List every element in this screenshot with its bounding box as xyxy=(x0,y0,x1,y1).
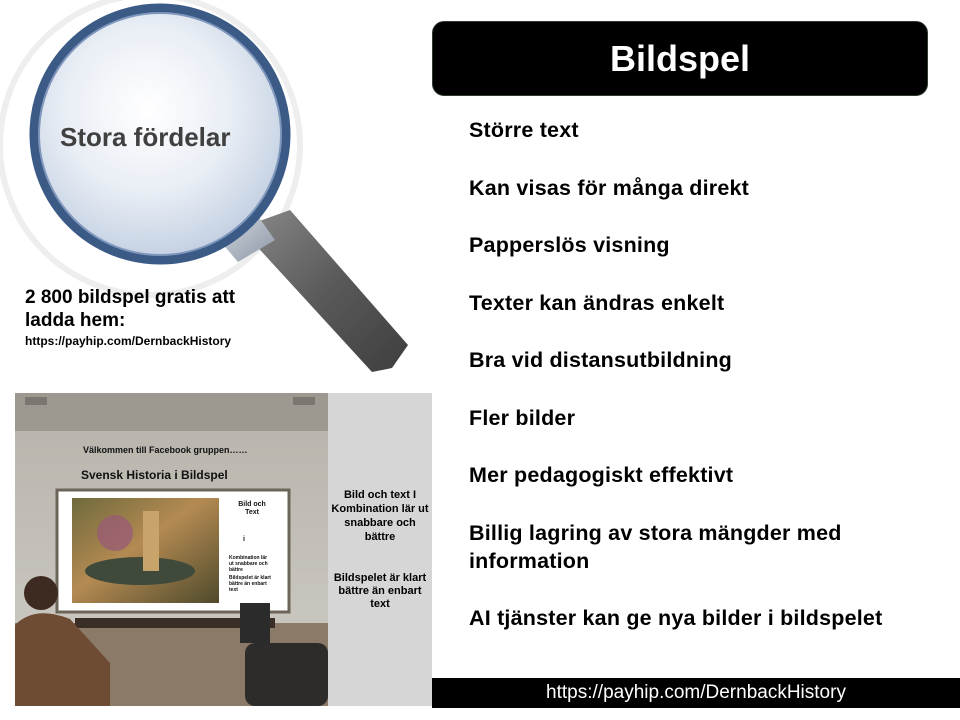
side-panel-text-1: Bild och text I Kombination lär ut snabbare och bättre xyxy=(331,489,429,543)
url-bar xyxy=(432,678,960,708)
url-bar-link[interactable]: https://payhip.com/DernbackHistory xyxy=(546,682,846,703)
screen-text-3: Kombination lär ut snabbare och bättre xyxy=(229,555,268,573)
feature-item: AI tjänster kan ge nya bilder i bildspelet xyxy=(469,606,883,630)
title-box xyxy=(432,21,928,96)
side-panel xyxy=(328,393,432,706)
screen-text-4: Bildspelet är klart bättre än enbart text xyxy=(229,575,271,593)
lens-label: Stora fördelar xyxy=(60,122,231,152)
feature-item: Kan visas för många direkt xyxy=(469,175,750,200)
screen-text-1: Bild och Text xyxy=(238,501,266,516)
feature-item: Papperslös visning xyxy=(469,233,670,257)
side-panel-text-2: Bildspelet är klart bättre än enbart text xyxy=(333,572,427,610)
feature-item: Billig lagring av stora mängder med information xyxy=(469,520,842,573)
download-url[interactable]: https://payhip.com/DernbackHistory xyxy=(25,334,232,348)
screening-room-photo xyxy=(15,393,328,706)
welcome-text: Välkommen till Facebook gruppen…… xyxy=(83,445,248,455)
download-caption: 2 800 bildspel gratis att ladda hem: xyxy=(25,287,236,331)
feature-item: Mer pedagogiskt effektivt xyxy=(469,463,734,487)
feature-item: Bra vid distansutbildning xyxy=(469,348,733,372)
room-illustration xyxy=(15,393,328,706)
feature-item: Större text xyxy=(469,118,579,142)
screen-text-2: i xyxy=(243,536,245,543)
feature-list xyxy=(469,116,939,662)
feature-item: Fler bilder xyxy=(469,405,576,430)
group-name: Svensk Historia i Bildspel xyxy=(81,468,228,482)
title-text: Bildspel xyxy=(609,37,751,79)
feature-item: Texter kan ändras enkelt xyxy=(469,290,725,315)
